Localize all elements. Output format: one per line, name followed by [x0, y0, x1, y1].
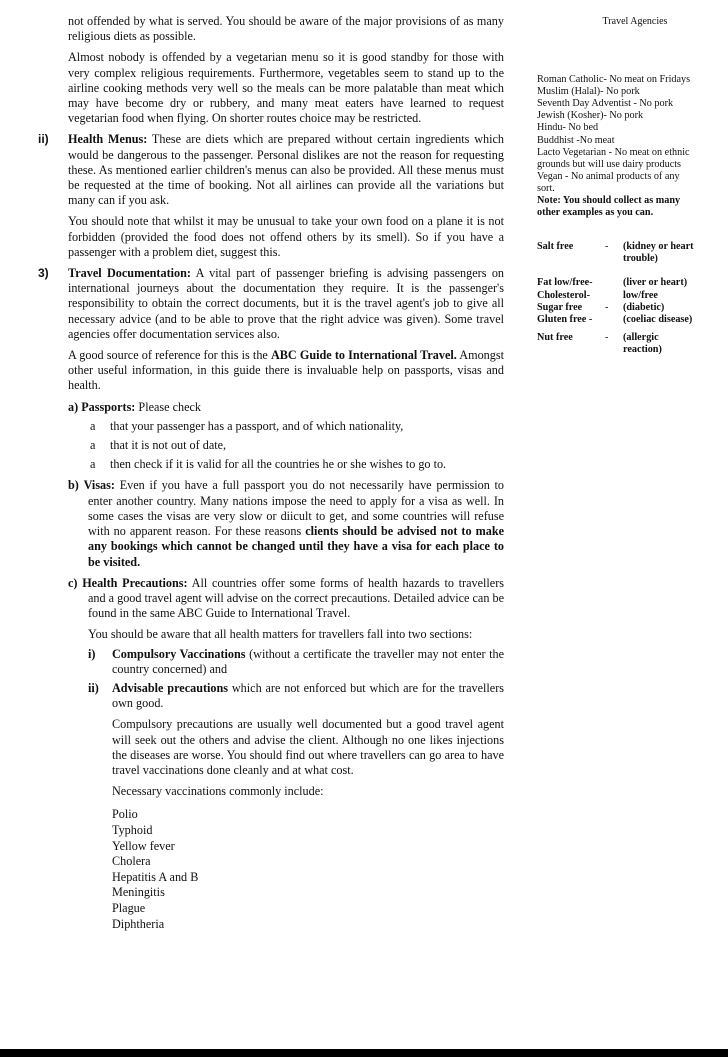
subsection-emphasis: clients should be advised not to make any bookings which cannot be changed until they have a visa for each place to be visited. — [88, 524, 505, 569]
special-diet-dash — [605, 277, 623, 289]
subsection-health-precautions — [68, 576, 504, 932]
diet-item: Buddhist -No meat — [537, 134, 615, 146]
special-diet-desc: (allergic reaction) — [623, 331, 662, 355]
list-item — [68, 419, 504, 434]
special-diet-name: Nut free — [537, 331, 573, 343]
bullet-mark: a — [90, 457, 96, 472]
special-diet-name: Gluten free - — [537, 313, 593, 325]
special-diet-dash — [605, 290, 623, 302]
diet-item: Roman Catholic- No meat on Fridays — [537, 74, 691, 86]
diet-item: Hindu- No bed — [537, 122, 599, 134]
special-diet-name: Sugar free — [537, 301, 583, 313]
list-item: Diphtheria — [112, 916, 165, 931]
list-item — [68, 457, 504, 472]
special-diet-desc: (liver or heart) — [623, 277, 688, 289]
subsection-heading: Visas: — [83, 478, 115, 493]
paragraph: Almost nobody is offended by a vegetarian menu so it is good standby for those with very complex religious requirements. Furthermore, vegetables seem to stand up to the airline cooking methods very well so the meals can be more palatable than meat which may have become dry or rubbery, and many meat eaters have learned to request vegetarian food when flying. On shorter routes choice may be restricted. — [68, 50, 504, 126]
special-diet-desc: (coeliac disease) — [623, 313, 693, 325]
list-item: Plague — [112, 900, 146, 915]
list-item-text: that your passenger has a passport, and of which nationality, — [110, 418, 404, 433]
paragraph: Amongst other useful information, in this guide there is invaluable help on passports, visas and health. — [68, 348, 504, 393]
list-item: Yellow fever — [112, 838, 175, 853]
special-diet-table — [537, 241, 697, 356]
reference-title: ABC Guide to International Travel. — [270, 348, 457, 363]
list-item: Typhoid — [112, 822, 153, 837]
subsection-text: Even if you have a full passport you do not necessarily have permission to enter another country. Many nations impose the need to apply for a visa as well. In some cases the visas are very slow or diicult to get, and some countries will refuse with no apparent reason. For these reasons — [88, 478, 505, 539]
list-item-text: (without a certificate the traveller may not enter the country concerned) and — [112, 646, 504, 676]
section-number: ii) — [38, 132, 49, 147]
section-heading: Travel Documentation: — [68, 266, 191, 281]
list-item — [68, 647, 504, 677]
special-diet-name: Salt free — [537, 241, 574, 253]
list-heading: Advisable precautions — [112, 680, 229, 695]
list-heading: Compulsory Vaccinations — [112, 646, 246, 661]
diet-item: Seventh Day Adventist - No pork — [537, 98, 674, 110]
list-label: i) — [88, 646, 96, 661]
special-diet-name: Cholesterol- — [537, 289, 591, 301]
section-travel-documentation — [38, 266, 505, 932]
subsection-passports — [68, 400, 504, 473]
special-diet-name: Fat low/free- — [537, 277, 593, 289]
list-item-text: that it is not out of date, — [110, 438, 227, 453]
subsection-label: b) — [68, 478, 79, 493]
paragraph: A vital part of passenger briefing is advising passengers on international journeys about the documentation they require. It is the passenger's responsibility to obtain the correct documents, but it is the travel agent's job to give all necessary advice (and to be able to prove that the right advice was given). Some travel agencies offer documentation services also. — [68, 266, 505, 341]
sidebar-title: Travel Agencies — [602, 16, 668, 27]
paragraph: You should note that whilst it may be unusual to take your own food on a plane it is not forbidden (provided the food does not offend others by its smell). So if you have a passenger with a problem diet, suggest this. — [68, 214, 504, 259]
subsection-visas — [68, 478, 504, 569]
diet-item: Jewish (Kosher)- No pork — [537, 110, 644, 122]
list-label: ii) — [88, 680, 99, 695]
diet-list — [537, 74, 697, 219]
paragraph: You should be aware that all health matters for travellers fall into two sections: — [88, 627, 473, 642]
bullet-mark: a — [90, 438, 96, 453]
paragraph: not offended by what is served. You should be aware of the major provisions of as many religious diets as possible. — [68, 14, 504, 44]
paragraph: A good source of reference for this is the — [68, 348, 268, 363]
diet-item: Lacto Vegetarian - No meat on ethnic grounds but will use dairy products — [537, 146, 690, 170]
paragraph: Compulsory precautions are usually well documented but a good travel agent will seek out the others and advise the client. Although no one likes injections the diseases are worse. You should find out where travellers can go area to have travel vaccinations done cleanly and at what cost. — [112, 717, 504, 777]
list-item: Polio — [112, 807, 138, 822]
subsection-text: Please check — [138, 399, 202, 414]
page-bottom-border — [0, 1049, 728, 1057]
special-diet-dash: - — [605, 331, 609, 343]
diet-item: Vegan - No animal products of any sort. — [537, 170, 680, 194]
sidebar — [537, 16, 697, 356]
list-item-text: then check if it is valid for all the countries he or she wishes to go to. — [110, 457, 447, 472]
subsection-label: c) — [68, 575, 78, 590]
list-item: Hepatitis A and B — [112, 869, 199, 884]
subsection-heading: Health Precautions: — [82, 575, 188, 590]
special-diet-desc: (kidney or heart trouble) — [623, 241, 694, 265]
special-diet-dash — [605, 314, 623, 326]
diet-item: Muslim (Halal)- No pork — [537, 86, 640, 98]
sidebar-note: Note: You should collect as many other examples as you can. — [537, 195, 681, 219]
list-item-text: which are not enforced but which are for the travellers own good. — [112, 680, 504, 711]
vaccination-list — [68, 807, 504, 932]
paragraph: Necessary vaccinations commonly include: — [112, 784, 324, 799]
paragraph: These are diets which are prepared without certain ingredients which would be dangerous to the passenger. Personal dislikes are not the reason for requesting these. As mentioned earlier children's menus can also be provided. All these menus must be requested at the time of booking. Not all airlines can provide all the variations but many can if you ask. — [68, 132, 504, 208]
bullet-mark: a — [90, 418, 96, 433]
section-number: 3) — [38, 266, 49, 281]
list-item: Cholera — [112, 854, 151, 869]
special-diet-desc: low/free — [623, 289, 658, 301]
subsection-label: a) — [68, 399, 79, 414]
section-heading: Health Menus: — [68, 132, 148, 147]
main-text — [38, 14, 505, 938]
special-diet-dash: - — [605, 241, 609, 253]
section-health-menus — [38, 132, 504, 260]
subsection-text: All countries offer some forms of health hazards to travellers and a good travel agent will advise on the correct precautions. Detailed advice can be found in the same ABC Guide to International Travel. — [88, 575, 505, 621]
list-item — [68, 438, 504, 453]
subsection-heading: Passports: — [81, 399, 136, 414]
special-diet-dash: - — [605, 301, 609, 313]
special-diet-desc: (diabetic) — [623, 301, 665, 313]
list-item — [68, 681, 504, 711]
list-item: Meningitis — [112, 885, 165, 900]
